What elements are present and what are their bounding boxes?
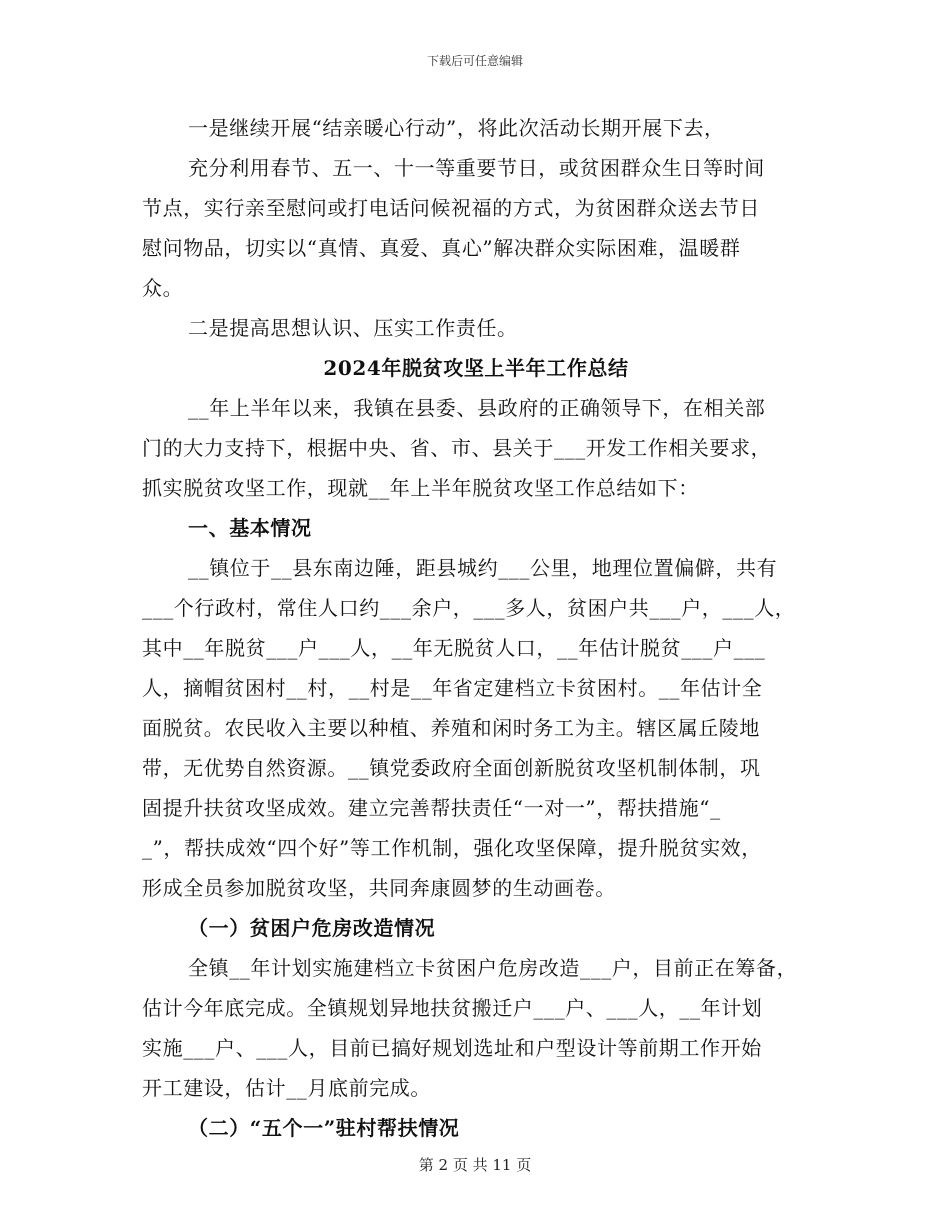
page-number: 第 2 页 共 11 页: [418, 1156, 532, 1174]
paragraph-line: 充分利用春节、五一、十一等重要节日，或贫困群众生日等时间: [188, 156, 765, 180]
paragraph-line: 固提升扶贫攻坚成效。建立完善帮扶责任“一对一”，帮扶措施“_: [142, 796, 721, 820]
paragraph-line: 节点，实行亲至慰问或打电话问候祝福的方式，为贫困群众送去节日: [142, 196, 760, 220]
paragraph-line: 门的大力支持下，根据中央、省、市、县关于___开发工作相关要求，: [142, 436, 772, 460]
paragraph-line: 全镇__年计划实施建档立卡贫困户危房改造___户，目前正在筹备，: [188, 956, 798, 980]
paragraph-line: 估计今年底完成。全镇规划异地扶贫搬迁户___户、___人，__年计划: [142, 996, 763, 1020]
paragraph-line: __镇位于__县东南边陲，距县城约___公里，地理位置偏僻，共有: [188, 556, 778, 580]
paragraph-line: __年上半年以来，我镇在县委、县政府的正确领导下，在相关部: [188, 396, 766, 420]
paragraph-line: 实施___户、___人，目前已搞好规划选址和户型设计等前期工作开始: [142, 1036, 762, 1060]
document-body: [142, 108, 810, 1148]
paragraph-line: 其中__年脱贫___户___人，__年无脱贫人口，__年估计脱贫___户___: [142, 636, 766, 660]
paragraph-line: 众。: [142, 276, 184, 300]
paragraph-line: 开工建设，估计__月底前完成。: [142, 1076, 431, 1100]
header-note: 下载后可任意编辑: [426, 54, 523, 68]
paragraph-line: 带，无优势自然资源。__镇党委政府全面创新脱贫攻坚机制体制，巩: [142, 756, 761, 780]
paragraph-line: 抓实脱贫攻坚工作，现就__年上半年脱贫攻坚工作总结如下：: [142, 476, 699, 500]
paragraph-line: _”，帮扶成效“四个好”等工作机制，强化攻坚保障，提升脱贫实效，: [142, 836, 762, 860]
section-heading: 一、基本情况: [188, 516, 312, 540]
paragraph-line: 形成全员参加脱贫攻坚，共同奔康圆梦的生动画卷。: [142, 876, 616, 900]
paragraph-line: 人，摘帽贫困村__村，__村是__年省定建档立卡贫困村。__年估计全: [142, 676, 763, 700]
document-title: 2024年脱贫攻坚上半年工作总结: [323, 356, 629, 380]
subsection-heading: （一）贫困户危房改造情况: [188, 916, 436, 940]
paragraph-line: 面脱贫。农民收入主要以种植、养殖和闲时务工为主。辖区属丘陵地: [142, 716, 760, 740]
paragraph-line: 一是继续开展“结亲暖心行动”，将此次活动长期开展下去，: [188, 116, 725, 140]
paragraph-line: 二是提高思想认识、压实工作责任。: [188, 316, 518, 340]
subsection-heading: （二）“五个一”驻村帮扶情况: [188, 1116, 460, 1140]
paragraph-line: 慰问物品，切实以“真情、真爱、真心”解决群众实际困难，温暖群: [142, 236, 741, 260]
paragraph-line: ___个行政村，常住人口约___余户，___多人，贫困户共___户，___人，: [142, 596, 796, 620]
